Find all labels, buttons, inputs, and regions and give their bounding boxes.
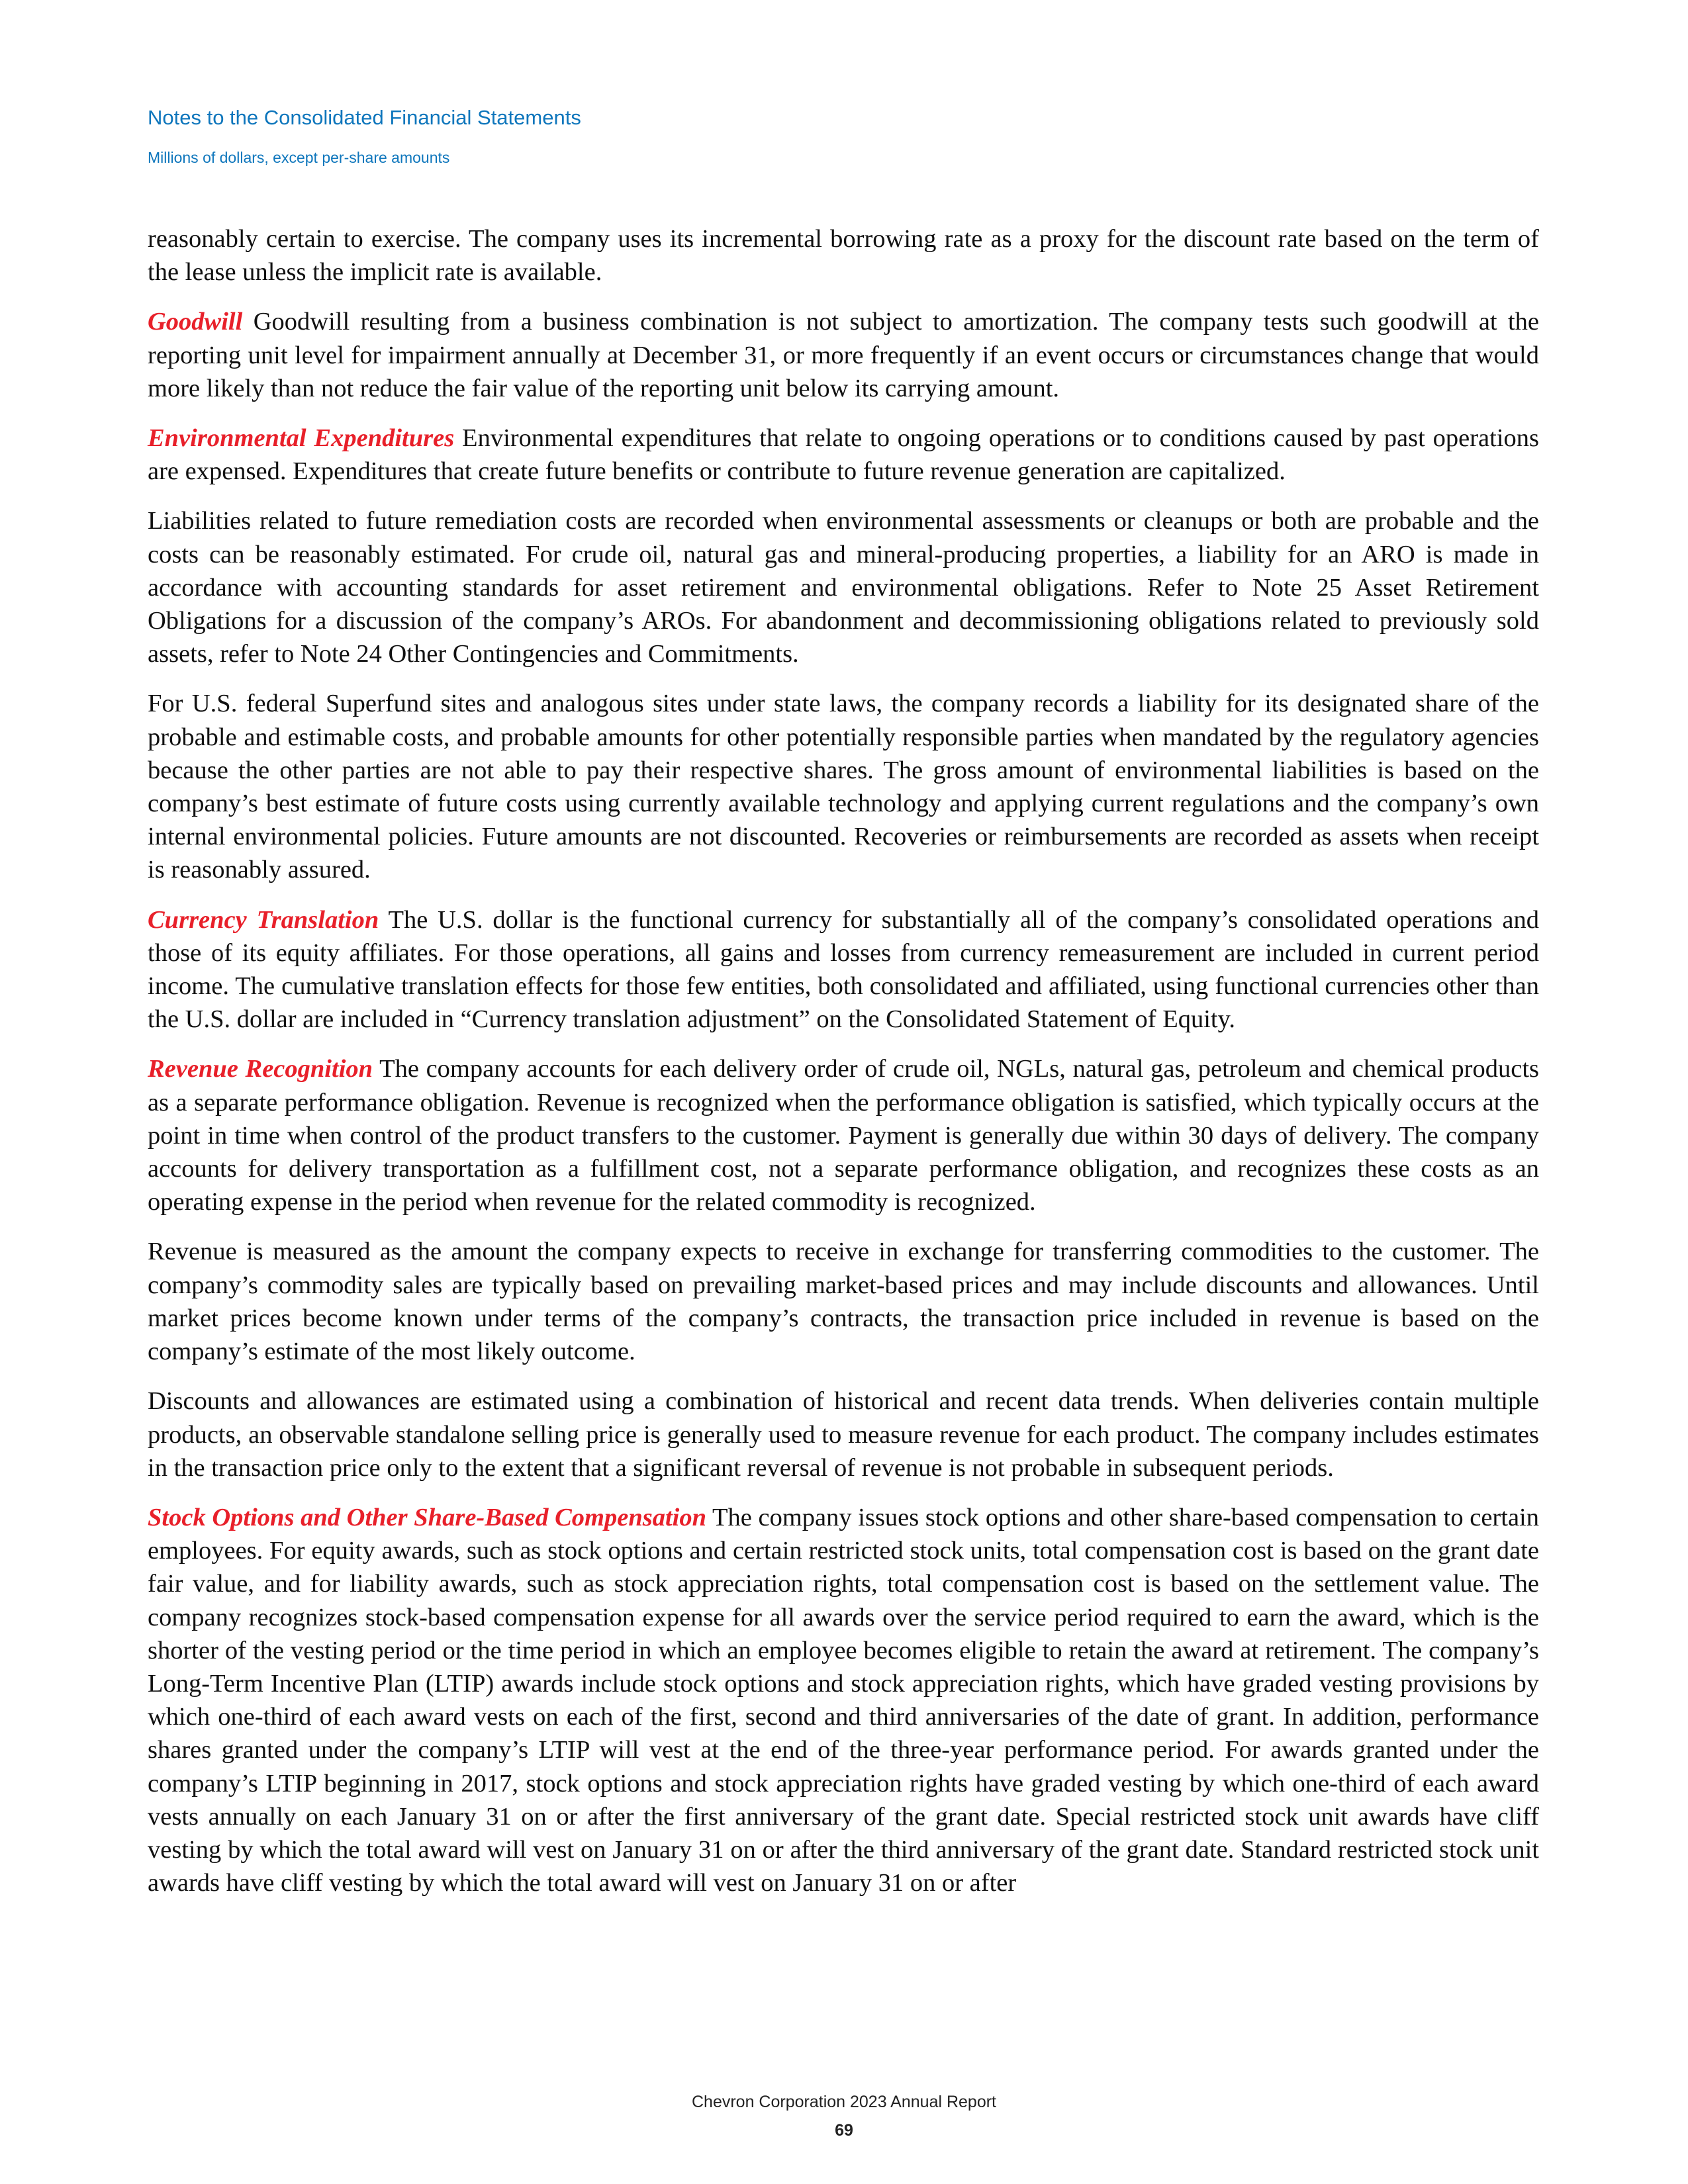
footer-report-name: Chevron Corporation 2023 Annual Report <box>691 2093 997 2111</box>
paragraph-text: The company issues stock options and other share-based compensation to certain employees. For equity awards, such as stock options and certain restricted stock units, total compensation cost is based on the grant date fair value, and for liability awards, such as stock appreciation rights, total compensation cost is based on the settlement value. The company recognizes stock-based compensation expense for all awards over the service period required to earn the award, which is the shorter of the vesting period or the time period in which an employee becomes eligible to retain the award at retirement. The company’s Long-Term Incentive Plan (LTIP) awards include stock options and stock appreciation rights, which have graded vesting provisions by which one-third of each award vests on each of the first, second and third anniversaries of the date of grant. In addition, performance shares granted under the company’s LTIP will vest at the end of the three-year performance period. For awards granted under the company’s LTIP beginning in 2017, stock options and stock appreciation rights have graded vesting by which one-third of each award vests annually on each January 31 on or after the first anniversary of the grant date. Special restricted stock unit awards have cliff vesting by which the total award will vest on January 31 on or after the third anniversary of the grant date. Standard restricted stock unit awards have cliff vesting by which the total award will vest on January 31 on or after <box>148 1503 1539 1897</box>
paragraph <box>148 222 1539 289</box>
paragraph-stock-options <box>148 1501 1539 1899</box>
paragraph-text: The company accounts for each delivery order of crude oil, NGLs, natural gas, petroleum and chemical products as a separate performance obligation. Revenue is recognized when the performance obligation is satisfied, which typically occurs at the point in time when control of the product transfers to the customer. Payment is generally due within 30 days of delivery. The company accounts for delivery transportation as a fulfillment cost, not a separate performance obligation, and recognizes these costs as an operating expense in the period when revenue for the related commodity is recognized. <box>148 1055 1540 1216</box>
paragraph-heading: Stock Options and Other Share-Based Compensation <box>148 1503 707 1531</box>
paragraph <box>148 1385 1539 1484</box>
paragraph-text: Discounts and allowances are estimated using a combination of historical and recent data trends. When deliveries contain multiple products, an observable standalone selling price is generally used to measure revenue for each product. The company includes estimates in the transaction price only to the extent that a significant reversal of revenue is not probable in subsequent periods. <box>148 1387 1539 1482</box>
paragraph <box>148 1235 1539 1368</box>
paragraph-heading: Goodwill <box>148 308 243 336</box>
paragraph <box>148 504 1539 670</box>
paragraph-revenue-recognition <box>148 1052 1539 1218</box>
paragraph-text: Goodwill resulting from a business combination is not subject to amortization. The company tests such goodwill at the reporting unit level for impairment annually at December 31, or more frequently if an event occurs or circumstances change that would more likely than not reduce the fair value of the reporting unit below its carrying amount. <box>148 308 1540 402</box>
paragraph-heading: Currency Translation <box>148 905 379 934</box>
paragraph-heading: Environmental Expenditures <box>148 424 455 453</box>
paragraph-text: For U.S. federal Superfund sites and analogous sites under state laws, the company records a liability for its designated share of the probable and estimable costs, and probable amounts for other potentially responsible parties when mandated by the regulatory agencies because the other parties are not able to pay their respective shares. The gross amount of environmental liabilities is based on the company’s best estimate of future costs using currently available technology and applying current regulations and the company’s own internal environmental policies. Future amounts are not discounted. Recoveries or reimbursements are recorded as assets when receipt is reasonably assured. <box>148 690 1539 884</box>
paragraph-text: The U.S. dollar is the functional currency for substantially all of the company’s consolidated operations and those of its equity affiliates. For those operations, all gains and losses from currency remeasurement are included in current period income. The cumulative translation effects for those few entities, both consolidated and affiliated, using functional currencies other than the U.S. dollar are included in “Currency translation adjustment” on the Consolidated Statement of Equity. <box>148 905 1539 1034</box>
paragraph-heading: Revenue Recognition <box>148 1055 373 1083</box>
paragraph-environmental-expenditures <box>148 422 1539 488</box>
paragraph-goodwill <box>148 305 1539 405</box>
paragraph-currency-translation <box>148 903 1539 1036</box>
paragraph-text: Liabilities related to future remediation costs are recorded when environmental assessments or cleanups or both are probable and the costs can be reasonably estimated. For crude oil, natural gas and mineral-producing properties, a liability for an ARO is made in accordance with accounting standards for asset retirement and environmental obligations. Refer to Note 25 Asset Retirement Obligations for a discussion of the company’s AROs. For abandonment and decommissioning obligations related to previously sold assets, refer to Note 24 Other Contingencies and Commitments. <box>148 507 1539 668</box>
section-header-title: Notes to the Consolidated Financial Statements <box>148 106 581 129</box>
body-text <box>148 222 1539 1916</box>
footer-page-number: 69 <box>835 2121 853 2140</box>
paragraph <box>148 687 1539 886</box>
paragraph-text: Revenue is measured as the amount the company expects to receive in exchange for transferring commodities to the customer. The company’s commodity sales are typically based on prevailing market-based prices and may include discounts and allowances. Until market prices become known under terms of the company’s contracts, the transaction price included in revenue is based on the company’s estimate of the most likely outcome. <box>148 1238 1539 1366</box>
paragraph-text: Environmental expenditures that relate to ongoing operations or to conditions caused by past operations are expensed. Expenditures that create future benefits or contribute to future revenue generation are capitalized. <box>148 424 1539 486</box>
section-header-subtitle: Millions of dollars, except per-share amounts <box>148 149 450 166</box>
paragraph-text: reasonably certain to exercise. The company uses its incremental borrowing rate as a proxy for the discount rate based on the term of the lease unless the implicit rate is available. <box>148 225 1539 287</box>
